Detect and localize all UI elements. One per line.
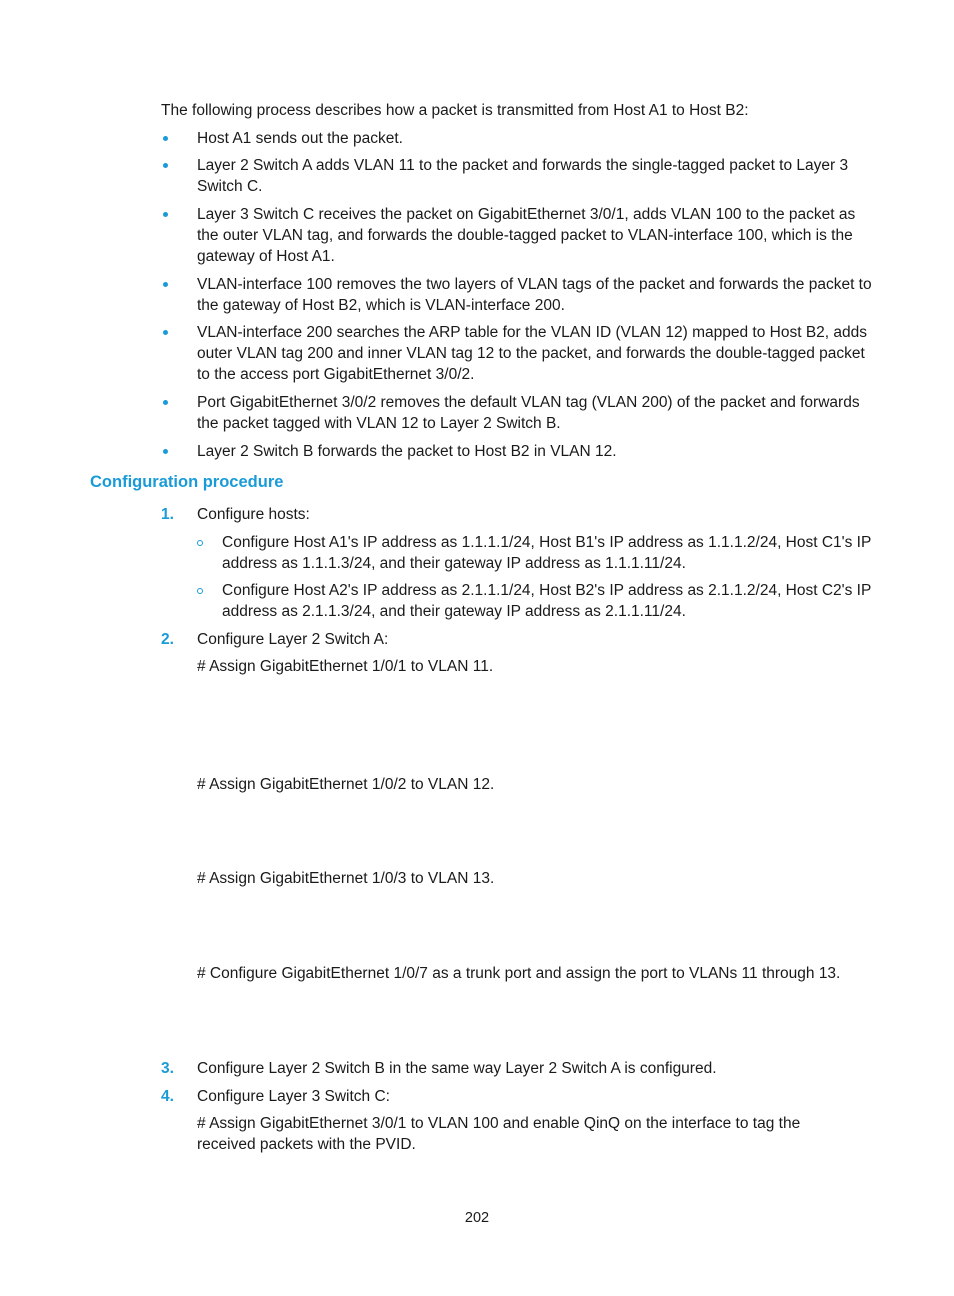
step-number: 2. bbox=[161, 631, 174, 648]
circle-bullet-icon bbox=[197, 540, 203, 546]
list-item-line: gateway of Host A1. bbox=[197, 248, 335, 265]
list-item-line: to the access port GigabitEthernet 3/0/2. bbox=[197, 366, 475, 383]
step-number: 3. bbox=[161, 1060, 174, 1077]
list-item-line: address as 1.1.1.3/24, and their gateway IP address as 1.1.1.11/24. bbox=[222, 555, 686, 572]
list-item-line: address as 2.1.1.3/24, and their gateway IP address as 2.1.1.11/24. bbox=[222, 603, 686, 620]
list-item-line: Layer 3 Switch C receives the packet on GigabitEthernet 3/0/1, adds VLAN 100 to the packet as bbox=[197, 206, 856, 223]
list-item-line: Configure Host A2's IP address as 2.1.1.1/24, Host B2's IP address as 2.1.1.2/24, Host C2's IP bbox=[222, 582, 872, 599]
step-number: 4. bbox=[161, 1088, 174, 1105]
config-comment: # Assign GigabitEthernet 3/0/1 to VLAN 100 and enable QinQ on the interface to tag the bbox=[197, 1115, 801, 1132]
config-comment: received packets with the PVID. bbox=[197, 1136, 416, 1153]
config-comment: # Assign GigabitEthernet 1/0/1 to VLAN 11. bbox=[197, 658, 494, 675]
list-item-line: Layer 2 Switch B forwards the packet to Host B2 in VLAN 12. bbox=[197, 443, 617, 460]
bullet-icon bbox=[163, 449, 168, 454]
list-item-line: the outer VLAN tag, and forwards the double-tagged packet to VLAN-interface 100, which is the bbox=[197, 227, 853, 244]
list-item-line: the packet tagged with VLAN 12 to Layer 2 Switch B. bbox=[197, 415, 561, 432]
config-comment: # Configure GigabitEthernet 1/0/7 as a trunk port and assign the port to VLANs 11 through 13. bbox=[197, 965, 841, 982]
list-item-line: outer VLAN tag 200 and inner VLAN tag 12 to the packet, and forwards the double-tagged packet bbox=[197, 345, 865, 362]
step-text: Configure Layer 3 Switch C: bbox=[197, 1088, 390, 1105]
list-item-line: Switch C. bbox=[197, 178, 263, 195]
bullet-icon bbox=[163, 330, 168, 335]
step-text: Configure Layer 2 Switch A: bbox=[197, 631, 389, 648]
list-item-line: Port GigabitEthernet 3/0/2 removes the default VLAN tag (VLAN 200) of the packet and forwards bbox=[197, 394, 860, 411]
bullet-icon bbox=[163, 212, 168, 217]
list-item-line: the gateway of Host B2, which is VLAN-interface 200. bbox=[197, 297, 565, 314]
list-item-line: Host A1 sends out the packet. bbox=[197, 130, 403, 147]
intro-text: The following process describes how a packet is transmitted from Host A1 to Host B2: bbox=[161, 102, 749, 119]
page-number: 202 bbox=[464, 1210, 490, 1226]
list-item-line: Configure Host A1's IP address as 1.1.1.1/24, Host B1's IP address as 1.1.1.2/24, Host C1's IP bbox=[222, 534, 872, 551]
bullet-icon bbox=[163, 136, 168, 141]
config-comment: # Assign GigabitEthernet 1/0/3 to VLAN 13. bbox=[197, 870, 495, 887]
bullet-icon bbox=[163, 163, 168, 168]
step-text: Configure Layer 2 Switch B in the same way Layer 2 Switch A is configured. bbox=[197, 1060, 717, 1077]
circle-bullet-icon bbox=[197, 588, 203, 594]
config-comment: # Assign GigabitEthernet 1/0/2 to VLAN 12. bbox=[197, 776, 495, 793]
step-text: Configure hosts: bbox=[197, 506, 310, 523]
list-item-line: VLAN-interface 100 removes the two layers of VLAN tags of the packet and forwards the packet to bbox=[197, 276, 872, 293]
section-heading: Configuration procedure bbox=[90, 473, 284, 491]
list-item-line: Layer 2 Switch A adds VLAN 11 to the packet and forwards the single-tagged packet to Layer 3 bbox=[197, 157, 849, 174]
step-number: 1. bbox=[161, 506, 174, 523]
bullet-icon bbox=[163, 282, 168, 287]
bullet-icon bbox=[163, 400, 168, 405]
list-item-line: VLAN-interface 200 searches the ARP table for the VLAN ID (VLAN 12) mapped to Host B2, adds bbox=[197, 324, 868, 341]
